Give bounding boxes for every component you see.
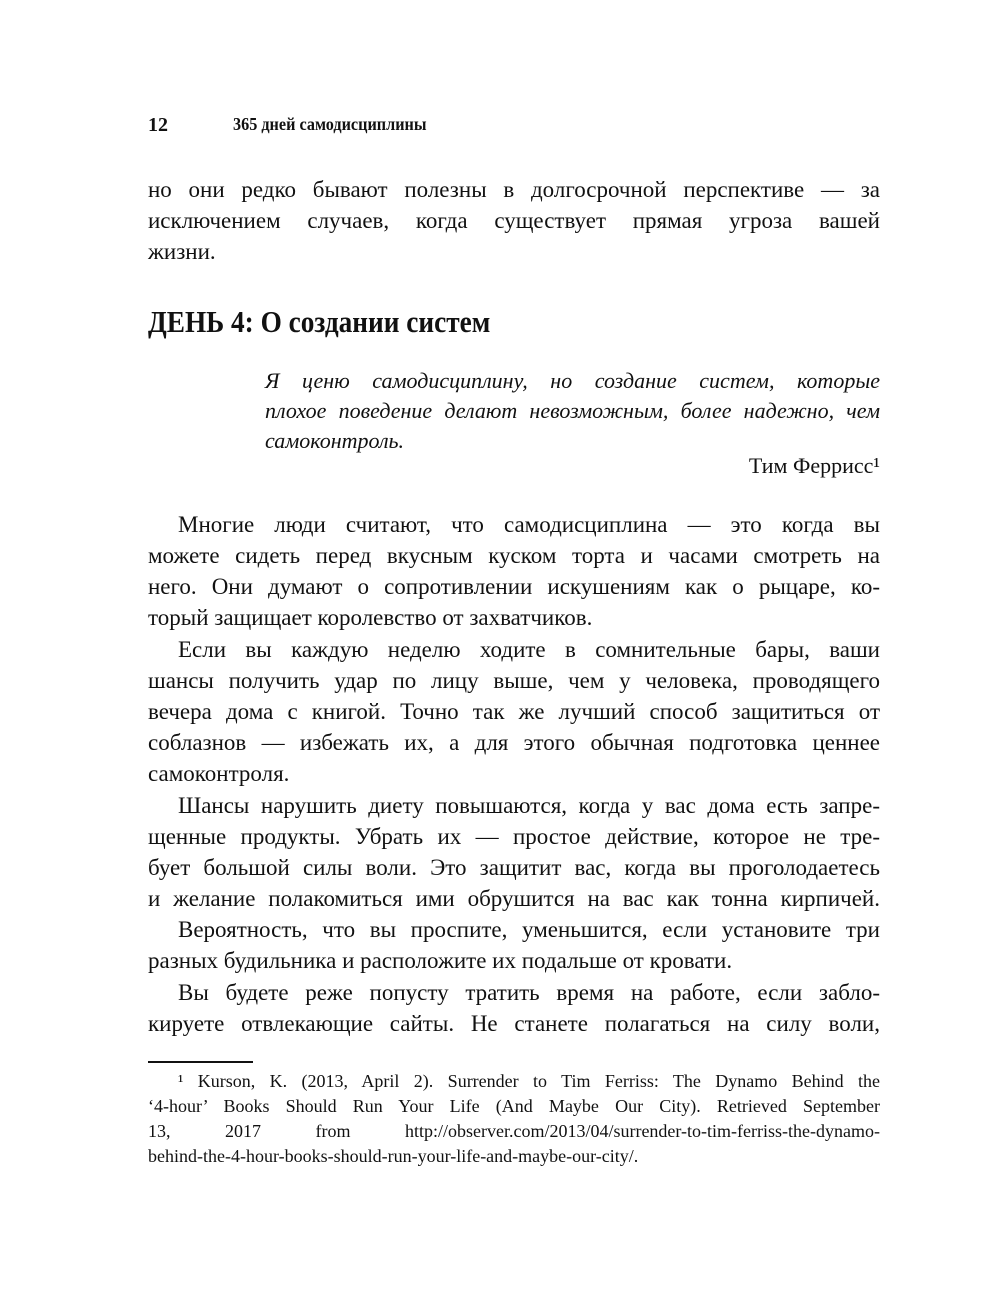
paragraph-line: Многие люди считают, что самодисциплина — это когда вы [178,512,880,537]
paragraph-line: бует большой силы воли. Это защитит вас, когда вы проголодаетесь [148,855,880,880]
paragraph-line: Если вы каждую неделю ходите в сомнительные бары, ваши [178,637,880,662]
paragraph-line: Вероятность, что вы проспите, уменьшится, если установите три [178,917,880,942]
text-line: жизни. [148,239,216,264]
footnote-line: 13, 2017 from http://observer.com/2013/04/surrender-to-tim-ferriss-the-dynamo- [148,1121,880,1141]
paragraph-line: Вы будете реже попусту тратить время на работе, если забло- [178,980,880,1005]
paragraph-line: Шансы нарушить диету повышаются, когда у вас дома есть запре- [178,793,880,818]
epigraph-line: Я ценю самодисциплину, но создание систем, которые [265,368,880,393]
text-line: исключением случаев, когда существует прямая угроза вашей [148,208,880,233]
paragraph-line: можете сидеть перед вкусным куском торта и часами смотреть на [148,543,880,568]
epigraph-line: самоконтроль. [265,428,405,453]
epigraph-line: плохое поведение делают невозможным, более надежно, чем [265,398,880,423]
chapter-heading: ДЕНЬ 4: О создании систем [148,304,491,339]
footnote-line: behind-the-4-hour-books-should-run-your-life-and-maybe-our-city/. [148,1146,639,1166]
paragraph-line: шансы получить удар по лицу выше, чем у человека, проводящего [148,668,880,693]
paragraph-line: него. Они думают о сопротивлении искушениям как о рыцаре, ко- [148,574,880,599]
footnote-line: ¹ Kurson, K. (2013, April 2). Surrender to Tim Ferriss: The Dynamo Behind the [178,1071,880,1091]
paragraph-line: вечера дома с книгой. Точно так же лучший способ защититься от [148,699,880,724]
paragraph-line: кируете отвлекающие сайты. Не станете полагаться на силу воли, [148,1011,880,1036]
paragraph-line: самоконтроля. [148,761,290,786]
footnote-line: ‘4-hour’ Books Should Run Your Life (And Maybe Our City). Retrieved September [148,1096,880,1116]
paragraph-line: торый защищает королевство от захватчиков. [148,605,593,630]
paragraph-line: щенные продукты. Убрать их — простое действие, которое не тре- [148,824,880,849]
footnote-divider [148,1061,253,1063]
paragraph-line: и желание полакомиться ими обрушится на вас как тонна кирпичей. [148,886,880,911]
paragraph-line: разных будильника и расположите их подальше от кровати. [148,948,733,973]
epigraph-author: Тим Феррисс¹ [748,453,880,478]
page-number: 12 [148,114,168,136]
text-line: но они редко бывают полезны в долгосрочной перспективе — за [148,177,880,202]
paragraph-line: соблазнов — избежать их, а для этого обычная подготовка ценнее [148,730,880,755]
running-title: 365 дней самодисциплины [233,114,427,134]
